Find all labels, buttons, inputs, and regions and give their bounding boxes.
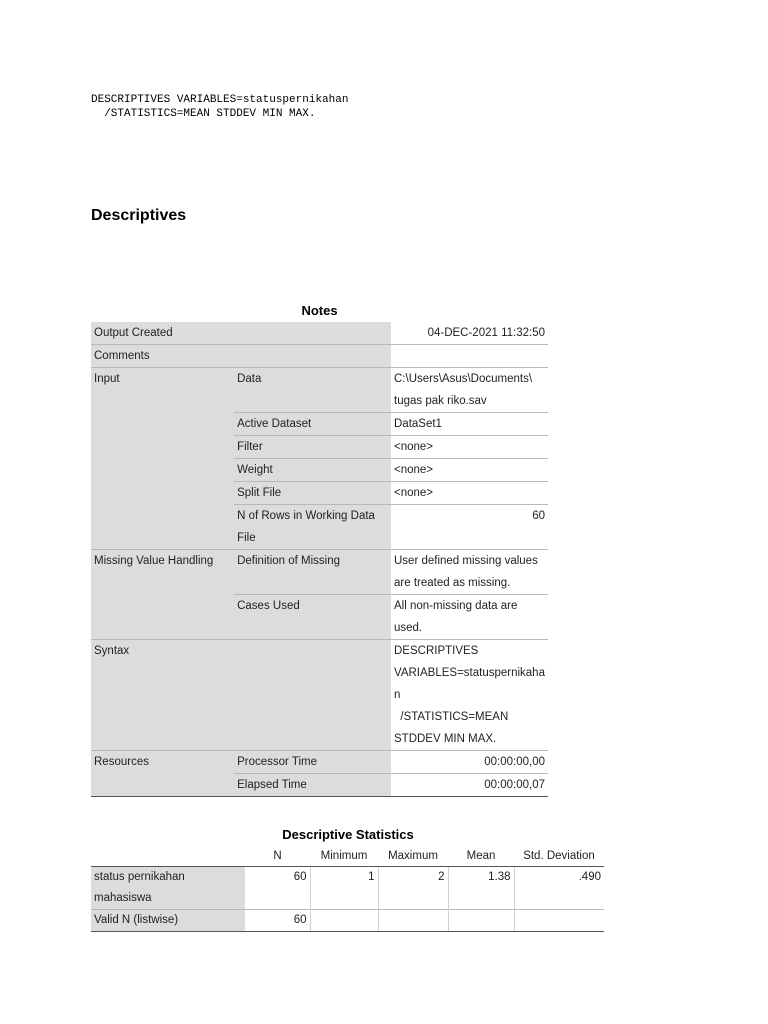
table-row — [91, 867, 604, 910]
table-row — [91, 436, 548, 459]
column-header-std-deviation: Std. Deviation — [514, 846, 604, 867]
processor-time-label: Processor Time — [234, 751, 391, 774]
processor-time-value: 00:00:00,00 — [391, 751, 548, 774]
table-row — [91, 751, 548, 774]
table-row — [91, 322, 548, 345]
syntax-line-2: /STATISTICS=MEAN STDDEV MIN MAX. — [91, 108, 316, 120]
table-row — [91, 368, 548, 413]
cell-minimum: 1 — [310, 867, 378, 910]
filter-value: <none> — [391, 436, 548, 459]
split-file-label: Split File — [234, 482, 391, 505]
active-dataset-label: Active Dataset — [234, 413, 391, 436]
row-label: Valid N (listwise) — [91, 910, 245, 932]
cell-maximum: 2 — [378, 867, 448, 910]
syntax-line-1: DESCRIPTIVES VARIABLES=statuspernikahan — [91, 94, 349, 106]
table-row — [91, 640, 548, 751]
cell-n: 60 — [245, 910, 310, 932]
page-heading: Descriptives — [91, 207, 187, 224]
cell-mean: 1.38 — [448, 867, 514, 910]
row-label: status pernikahan mahasiswa — [91, 867, 245, 910]
table-row — [91, 345, 548, 368]
data-label: Data — [234, 368, 391, 413]
cell-n: 60 — [245, 867, 310, 910]
table-row — [91, 482, 548, 505]
table-row — [91, 459, 548, 482]
syntax-label: Syntax — [91, 640, 234, 751]
comments-label: Comments — [91, 345, 234, 368]
active-dataset-value: DataSet1 — [391, 413, 548, 436]
table-row — [91, 910, 604, 932]
column-header-mean: Mean — [448, 846, 514, 867]
table-row — [91, 774, 548, 797]
input-label: Input — [91, 368, 234, 413]
cases-used-value: All non-missing data are used. — [391, 595, 548, 640]
n-rows-label: N of Rows in Working Data File — [234, 505, 391, 550]
notes-table — [91, 322, 548, 797]
data-value: C:\Users\Asus\Documents\ tugas pak riko.sav — [391, 368, 548, 413]
descriptive-statistics-title: Descriptive Statistics — [282, 827, 414, 842]
table-header-row — [91, 846, 604, 867]
cases-used-label: Cases Used — [234, 595, 391, 640]
column-header-n: N — [245, 846, 310, 867]
syntax-value: DESCRIPTIVES VARIABLES=statuspernikaha n /STATISTICS=MEAN STDDEV MIN MAX. — [391, 640, 548, 751]
weight-label: Weight — [234, 459, 391, 482]
table-row — [91, 550, 548, 595]
n-rows-value: 60 — [391, 505, 548, 550]
filter-label: Filter — [234, 436, 391, 459]
syntax-block — [91, 93, 348, 121]
table-row — [91, 595, 548, 640]
weight-value: <none> — [391, 459, 548, 482]
split-file-value: <none> — [391, 482, 548, 505]
elapsed-time-label: Elapsed Time — [234, 774, 391, 797]
definition-label: Definition of Missing — [234, 550, 391, 595]
output-created-label: Output Created — [91, 322, 234, 345]
table-row — [91, 505, 548, 550]
notes-title: Notes — [301, 303, 338, 318]
column-header-minimum: Minimum — [310, 846, 378, 867]
resources-label: Resources — [91, 751, 234, 774]
missing-label: Missing Value Handling — [91, 550, 234, 595]
descriptive-statistics-table — [91, 846, 604, 932]
definition-value: User defined missing values are treated as missing. — [391, 550, 548, 595]
column-header-maximum: Maximum — [378, 846, 448, 867]
elapsed-time-value: 00:00:00,07 — [391, 774, 548, 797]
table-row — [91, 413, 548, 436]
output-created-value: 04-DEC-2021 11:32:50 — [391, 322, 548, 345]
cell-std-deviation: .490 — [578, 871, 601, 883]
